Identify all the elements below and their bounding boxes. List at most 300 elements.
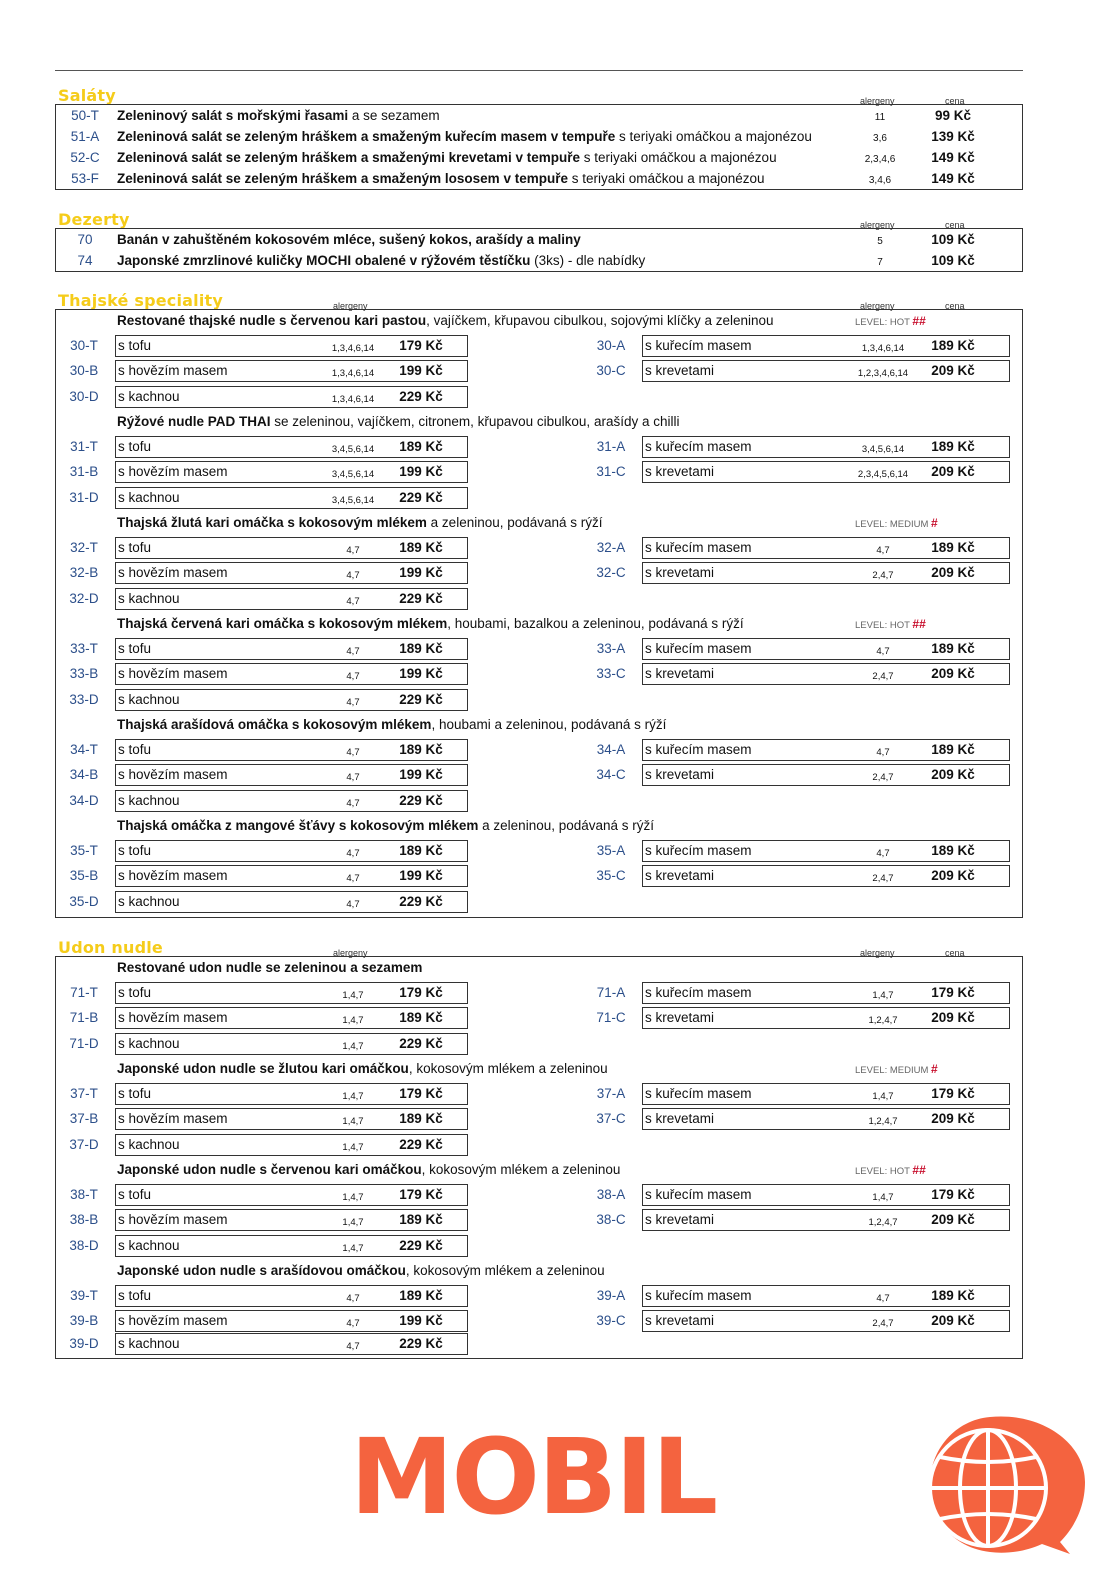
item-detail: a se sezamem [348,108,440,123]
spice-level [855,1059,938,1081]
globe-speech-bubble-icon [920,1412,1090,1557]
variant-box [115,562,468,584]
variant-price: 189 Kč [399,439,443,454]
spice-level-label: LEVEL: MEDIUM [855,1065,929,1076]
variant-price: 189 Kč [931,540,975,555]
dish-detail: , houbami a zeleninou, podávaná s rýží [431,717,667,732]
variant-price: 209 Kč [931,1313,975,1329]
allergens-header: alergeny [333,948,368,958]
menu-item-row [55,147,1021,168]
variant-price: 179 Kč [399,1086,443,1101]
variant-allergens: 4,7 [346,671,360,683]
item-code: 52-C [70,150,100,165]
variant-code: 71-A [596,985,626,1000]
variant-code: 38-D [69,1237,99,1253]
item-price: 139 Kč [931,129,975,144]
variant-box [115,335,468,357]
variant-box [115,891,468,913]
variant-box [115,790,468,812]
variant-code: 34-C [596,767,626,783]
variant-allergens: 4,7 [876,1293,890,1304]
variant-box [642,1184,1010,1206]
variant-name: s krevetami [645,666,715,682]
variant-name: s krevetami [645,868,715,884]
item-code: 70 [77,232,93,247]
variant-name: s kuřecím masem [645,641,752,656]
variant-allergens: 4,7 [876,545,890,556]
variant-name: s krevetami [645,565,715,581]
item-allergens: 3,6 [873,133,887,144]
variant-code: 32-A [596,540,626,555]
variant-code: 39-D [69,1336,99,1351]
variant-box [642,461,1010,483]
variant-allergens: 1,4,7 [342,1242,364,1254]
dish-title [117,1160,620,1180]
dish-title [117,816,654,836]
menu-item-row [55,229,1021,250]
variant-box [115,764,468,786]
variant-code: 37-D [69,1136,99,1152]
variant-allergens: 1,4,7 [342,1091,364,1102]
variant-price: 229 Kč [399,1237,443,1253]
variant-code: 33-D [69,691,99,707]
dish-title [117,513,603,533]
variant-price: 229 Kč [399,691,443,707]
variant-code: 30-T [70,338,98,353]
spice-level-label: LEVEL: HOT [855,620,910,631]
dish-title [117,1261,605,1281]
variant-box [115,1134,468,1156]
variant-box [115,360,468,382]
variant-name: s hovězím masem [118,565,228,581]
dish-name: Japonské udon nudle se žlutou kari omáčkou [117,1061,409,1076]
variant-name: s tofu [118,1086,152,1101]
section-title: Dezerty [58,210,130,229]
spice-level-marks: ## [912,1163,926,1177]
variant-price: 199 Kč [399,868,443,884]
variant-code: 32-C [596,565,626,581]
item-code: 53-F [71,171,99,186]
allergens-header: alergeny [860,948,895,958]
variant-allergens: 1,2,4,7 [868,1217,898,1229]
dish-title [117,958,422,978]
variant-code: 34-T [70,742,98,757]
item-code: 50-T [71,108,99,123]
variant-box [115,865,468,887]
variant-code: 35-C [596,868,626,884]
variant-box [642,1007,1010,1029]
variant-name: s kuřecím masem [645,742,752,757]
variant-allergens: 1,3,4,6,14 [331,368,375,380]
variant-allergens: 4,7 [346,873,360,885]
item-price: 149 Kč [931,150,975,165]
variant-price: 189 Kč [399,1288,443,1303]
dish-name: Thajská žlutá kari omáčka s kokosovým mlékem [117,515,427,530]
variant-price: 229 Kč [399,792,443,808]
variant-box [115,461,468,483]
variant-price: 199 Kč [399,363,443,379]
variant-name: s kachnou [118,1136,180,1152]
variant-box [642,982,1010,1004]
variant-allergens: 2,4,7 [872,1318,894,1330]
variant-code: 71-T [70,985,98,1000]
variant-code: 37-C [596,1111,626,1127]
item-price: 149 Kč [931,171,975,186]
variant-allergens: 4,7 [876,747,890,758]
dish-name: Thajská arašídová omáčka s kokosovým mlékem [117,717,432,732]
item-description [117,250,645,271]
variant-allergens: 4,7 [346,545,360,556]
variant-price: 179 Kč [399,985,443,1000]
variant-price: 229 Kč [399,1035,443,1051]
variant-code: 39-A [596,1288,626,1303]
variant-box [642,1083,1010,1105]
variant-price: 229 Kč [399,489,443,505]
variant-allergens: 1,2,4,7 [868,1015,898,1027]
variant-price: 209 Kč [931,1111,975,1127]
desserts-section [55,210,1023,272]
variant-box [642,537,1010,559]
variant-box [115,1083,468,1105]
variant-box [642,764,1010,786]
variant-allergens: 1,3,4,6,14 [861,343,905,354]
spice-level-label: LEVEL: HOT [855,317,910,328]
variant-name: s hovězím masem [118,868,228,884]
allergens-header: alergeny [860,301,895,311]
variant-allergens: 1,4,7 [342,990,364,1001]
item-title: Zeleninová salát se zeleným hráškem a smaženými krevetami v tempuře [117,150,580,165]
mobil-logo: MOBIL [350,1416,717,1538]
variant-allergens: 3,4,5,6,14 [331,469,375,481]
variant-name: s krevetami [645,464,715,480]
dish-detail: , kokosovým mlékem a zeleninou [421,1162,621,1177]
variant-box [115,1333,468,1355]
salads-section [55,86,1023,190]
dish-title [117,715,666,735]
dish-title [117,311,774,331]
variant-allergens: 4,7 [346,646,360,657]
variant-code: 35-B [69,868,99,884]
variant-price: 179 Kč [931,1086,975,1101]
variant-code: 30-A [596,338,626,353]
variant-box [115,982,468,1004]
allergens-header: alergeny [333,301,368,311]
variant-name: s kachnou [118,590,180,606]
variant-name: s kuřecím masem [645,540,752,555]
dish-detail: se zeleninou, vajíčkem, citronem, křupavou cibulkou, arašídy a chilli [270,414,680,429]
spice-level-marks: ## [912,314,926,328]
variant-code: 37-B [69,1111,99,1127]
variant-allergens: 2,4,7 [872,772,894,784]
variant-price: 189 Kč [931,641,975,656]
variant-name: s krevetami [645,1111,715,1127]
variant-name: s kuřecím masem [645,1187,752,1202]
section-title: Saláty [58,86,116,105]
variant-allergens: 2,3,4,5,6,14 [857,469,909,481]
menu-item-row [55,105,1021,126]
price-header: cena [945,301,965,311]
variant-name: s kachnou [118,388,180,404]
variant-box [115,1007,468,1029]
variant-price: 209 Kč [931,868,975,884]
variant-box [115,638,468,660]
variant-allergens: 4,7 [876,646,890,657]
variant-allergens: 4,7 [346,595,360,607]
allergens-header: alergeny [860,96,895,106]
thai-section [55,291,1023,919]
variant-name: s krevetami [645,363,715,379]
variant-box [115,386,468,408]
variant-allergens: 1,3,4,6,14 [331,343,375,354]
variant-allergens: 1,4,7 [872,990,894,1001]
item-allergens: 7 [877,257,883,268]
variant-allergens: 4,7 [346,797,360,809]
variant-box [115,663,468,685]
item-code: 74 [77,253,93,268]
variant-price: 209 Kč [931,666,975,682]
spice-level [855,513,938,535]
price-header: cena [945,220,965,230]
dish-title [117,614,744,634]
variant-box [115,1285,468,1307]
variant-code: 30-C [596,363,626,379]
variant-name: s krevetami [645,1010,715,1026]
variant-price: 189 Kč [931,1288,975,1303]
variant-box [115,436,468,458]
variant-allergens: 1,3,4,6,14 [331,393,375,405]
udon-section [55,938,1023,1360]
dish-title [117,1059,608,1079]
dish-name: Thajská červená kari omáčka s kokosovým mlékem [117,616,448,631]
variant-name: s hovězím masem [118,1010,228,1026]
variant-name: s tofu [118,843,152,858]
variant-box [642,335,1010,357]
section-title: Thajské speciality [58,291,223,310]
variant-box [642,562,1010,584]
variant-allergens: 1,4,7 [872,1091,894,1102]
variant-code: 39-T [70,1288,98,1303]
variant-allergens: 1,4,7 [342,1192,364,1203]
dish-detail: , kokosovým mlékem a zeleninou [408,1061,608,1076]
variant-code: 71-C [596,1010,626,1026]
variant-name: s krevetami [645,1313,715,1329]
item-price: 109 Kč [931,232,975,247]
item-detail: s teriyaki omáčkou a majonézou [567,171,765,186]
variant-name: s hovězím masem [118,666,228,682]
variant-name: s kuřecím masem [645,843,752,858]
variant-allergens: 1,4,7 [342,1015,364,1027]
variant-price: 189 Kč [399,742,443,757]
dish-name: Japonské udon nudle s červenou kari omáčkou [117,1162,422,1177]
variant-code: 71-B [69,1010,99,1026]
variant-box [115,1235,468,1257]
variant-code: 37-A [596,1086,626,1101]
variant-price: 229 Kč [399,893,443,909]
item-title: Japonské zmrzlinové kuličky MOCHI obalené v rýžovém těstíčku [117,253,531,268]
item-allergens: 5 [877,236,883,247]
variant-code: 31-T [70,439,98,454]
variant-name: s tofu [118,1187,152,1202]
variant-price: 189 Kč [931,742,975,757]
spice-level [855,311,926,333]
variant-box [115,537,468,559]
variant-box [115,1310,468,1332]
variant-name: s kuřecím masem [645,439,752,454]
spice-level-label: LEVEL: HOT [855,1166,910,1177]
variant-name: s hovězím masem [118,363,228,379]
variant-allergens: 2,4,7 [872,873,894,885]
variant-allergens: 4,7 [346,772,360,784]
variant-name: s kachnou [118,792,180,808]
variant-price: 199 Kč [399,767,443,783]
variant-allergens: 4,7 [346,1293,360,1304]
variant-allergens: 4,7 [346,696,360,708]
variant-allergens: 1,2,4,7 [868,1116,898,1128]
spice-level [855,614,926,636]
variant-allergens: 4,7 [346,1341,360,1352]
variant-price: 209 Kč [931,565,975,581]
item-allergens: 11 [874,112,886,123]
variant-allergens: 3,4,5,6,14 [331,494,375,506]
variant-code: 38-C [596,1212,626,1228]
section-title: Udon nudle [58,938,163,957]
variant-allergens: 4,7 [346,747,360,758]
item-price: 109 Kč [931,253,975,268]
variant-code: 31-C [596,464,626,480]
variant-code: 30-D [69,388,99,404]
variant-price: 199 Kč [399,464,443,480]
variant-price: 179 Kč [399,338,443,353]
item-title: Banán v zahuštěném kokosovém mléce, sušený kokos, arašídy a maliny [117,232,581,247]
variant-box [115,487,468,509]
variant-allergens: 1,4,7 [342,1217,364,1229]
variant-name: s tofu [118,1288,152,1303]
variant-code: 35-D [69,893,99,909]
variant-code: 71-D [69,1035,99,1051]
variant-name: s tofu [118,742,152,757]
variant-price: 189 Kč [931,439,975,454]
top-divider [55,70,1023,71]
spice-level-label: LEVEL: MEDIUM [855,519,929,530]
variant-code: 31-B [69,464,99,480]
variant-code: 32-B [69,565,99,581]
variant-name: s kachnou [118,489,180,505]
variant-box [642,840,1010,862]
variant-price: 189 Kč [399,843,443,858]
variant-price: 229 Kč [399,1336,443,1351]
variant-price: 209 Kč [931,363,975,379]
variant-code: 38-T [70,1187,98,1202]
spice-level-marks: # [931,516,938,530]
dish-name: Rýžové nudle PAD THAI [117,414,271,429]
variant-price: 189 Kč [399,641,443,656]
spice-level [855,1160,926,1182]
variant-price: 189 Kč [399,1212,443,1228]
dish-name: Restované thajské nudle s červenou kari pastou [117,313,427,328]
variant-code: 33-A [596,641,626,656]
item-description [117,229,581,250]
variant-code: 30-B [69,363,99,379]
price-header: cena [945,948,965,958]
variant-name: s kachnou [118,691,180,707]
dish-detail: a zeleninou, podávaná s rýží [478,818,655,833]
spice-level-marks: ## [912,617,926,631]
variant-box [115,1033,468,1055]
variant-code: 31-A [596,439,626,454]
variant-allergens: 1,4,7 [342,1040,364,1052]
variant-box [115,1108,468,1130]
variant-box [642,1209,1010,1231]
variant-price: 209 Kč [931,767,975,783]
variant-name: s hovězím masem [118,767,228,783]
variant-box [642,663,1010,685]
variant-price: 229 Kč [399,1136,443,1152]
variant-allergens: 1,4,7 [342,1141,364,1153]
variant-allergens: 1,4,7 [872,1192,894,1203]
variant-allergens: 4,7 [346,848,360,859]
item-price: 99 Kč [934,108,972,123]
dish-title [117,412,679,432]
variant-name: s kachnou [118,1237,180,1253]
variant-price: 179 Kč [931,985,975,1000]
variant-box [115,588,468,610]
variant-code: 34-A [596,742,626,757]
variant-code: 37-T [70,1086,98,1101]
variant-code: 33-T [70,641,98,656]
variant-name: s tofu [118,540,152,555]
variant-allergens: 4,7 [346,1318,360,1330]
variant-allergens: 1,2,3,4,6,14 [857,368,909,380]
variant-name: s kuřecím masem [645,1288,752,1303]
menu-item-row [55,126,1021,147]
item-detail: (3ks) - dle nabídky [530,253,646,268]
variant-box [115,739,468,761]
variant-code: 34-B [69,767,99,783]
item-detail: s teriyaki omáčkou a majonézou [579,150,777,165]
variant-box [642,1108,1010,1130]
dish-detail: , kokosovým mlékem a zeleninou [405,1263,605,1278]
variant-box [642,865,1010,887]
variant-box [642,638,1010,660]
dish-name: Japonské udon nudle s arašídovou omáčkou [117,1263,406,1278]
variant-price: 229 Kč [399,590,443,606]
variant-price: 229 Kč [399,388,443,404]
allergens-header: alergeny [860,220,895,230]
variant-code: 33-B [69,666,99,682]
variant-allergens: 1,4,7 [342,1116,364,1128]
variant-box [115,840,468,862]
variant-code: 32-T [70,540,98,555]
variant-price: 199 Kč [399,1313,443,1329]
variant-price: 209 Kč [931,1010,975,1026]
variant-name: s hovězím masem [118,1212,228,1228]
item-description [117,126,812,147]
item-description [117,147,777,168]
variant-code: 34-D [69,792,99,808]
variant-code: 35-T [70,843,98,858]
item-code: 51-A [70,129,100,144]
variant-code: 31-D [69,489,99,505]
variant-name: s hovězím masem [118,1111,228,1127]
variant-name: s tofu [118,641,152,656]
variant-allergens: 3,4,5,6,14 [861,444,905,455]
variant-box [642,739,1010,761]
variant-name: s kuřecím masem [645,1086,752,1101]
variant-code: 35-A [596,843,626,858]
variant-code: 39-B [69,1313,99,1329]
variant-price: 189 Kč [931,843,975,858]
variant-name: s krevetami [645,1212,715,1228]
